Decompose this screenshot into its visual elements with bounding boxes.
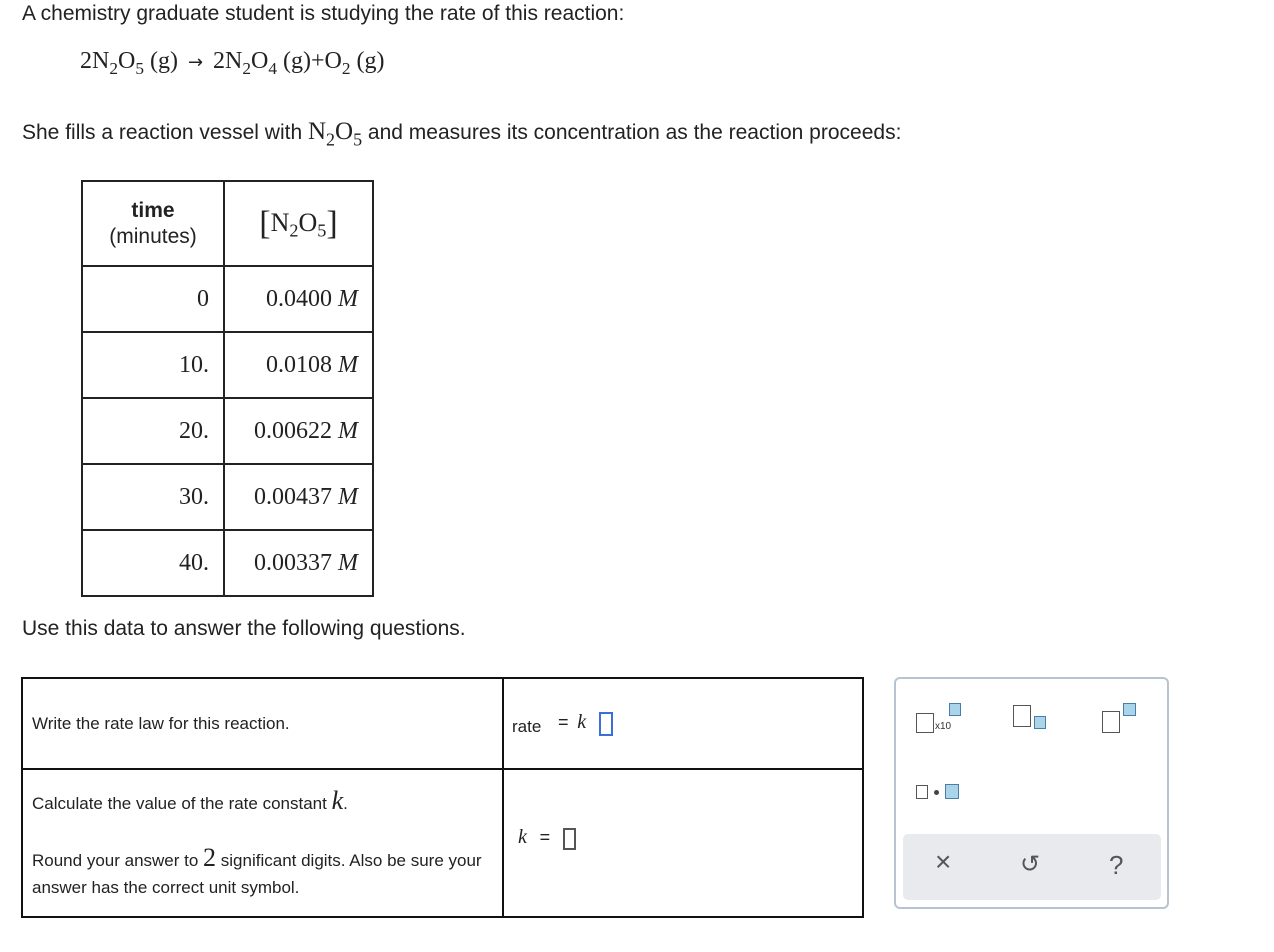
subscript-box-icon: [1034, 716, 1046, 729]
base-box-icon: [916, 713, 934, 733]
base-box-icon: [1013, 705, 1031, 727]
concentration-table: [81, 180, 374, 597]
dot-icon: [934, 790, 939, 795]
reaction-equation: $2N_2O_5$ $(g) \to 2N_2O_4$ $(g)+O_2$ (g): [80, 48, 385, 79]
rate-law-answer-cell: rate = k: [503, 678, 863, 769]
question-rate-constant-text: Calculate the value of the rate constant k. Round your answer to 2 significant digits. Also be sure your answer has the correct unit symbol.: [22, 769, 503, 917]
base-box-icon: [1102, 711, 1120, 733]
reaction-arrow: →: [187, 52, 204, 73]
time-cell: 10.: [82, 332, 224, 398]
concentration-cell: 0.0108 M: [224, 332, 373, 398]
rate-label: rate: [512, 717, 542, 737]
question-row-rate-law: [22, 678, 863, 769]
right-box-icon: [945, 784, 959, 799]
undo-icon[interactable]: ↺: [1020, 851, 1041, 878]
palette-actions-bar: [903, 834, 1161, 900]
multiply-dot-button[interactable]: [916, 783, 972, 805]
help-icon[interactable]: ?: [1109, 850, 1124, 880]
concentration-cell: 0.00337 M: [224, 530, 373, 596]
header-concentration: $[N_2O_5]$: [224, 181, 373, 266]
table-row: [82, 332, 373, 398]
exponent-box-icon: [949, 703, 961, 716]
question-rate-law-text: Write the rate law for this reaction.: [22, 678, 503, 769]
table-row: [82, 464, 373, 530]
superscript-box-icon: [1123, 703, 1136, 716]
concentration-cell: 0.00437 M: [224, 464, 373, 530]
time-cell: 30.: [82, 464, 224, 530]
fill-text: She fills a reaction vessel with $N_2O_5$ and measures its concentration as the reaction proceeds:: [22, 118, 902, 150]
concentration-cell: 0.00622 M: [224, 398, 373, 464]
question-table: [21, 677, 864, 918]
table-row: [82, 398, 373, 464]
use-data-text: Use this data to answer the following questions.: [22, 617, 466, 640]
question-row-rate-constant: [22, 769, 863, 917]
superscript-button[interactable]: [1102, 701, 1142, 735]
header-time: time (minutes): [82, 181, 224, 266]
rate-constant-input[interactable]: [563, 828, 576, 850]
concentration-cell: 0.0400 M: [224, 266, 373, 332]
time-cell: 20.: [82, 398, 224, 464]
time-cell: 0: [82, 266, 224, 332]
rate-constant-answer-cell: k =: [503, 769, 863, 917]
time-cell: 40.: [82, 530, 224, 596]
table-row: [82, 530, 373, 596]
intro-text: A chemistry graduate student is studying the rate of this reaction:: [22, 2, 625, 25]
math-palette: [894, 677, 1169, 909]
left-box-icon: [916, 785, 928, 799]
rate-law-input[interactable]: [599, 712, 613, 736]
table-row: [82, 266, 373, 332]
times-ten-button[interactable]: x10: [916, 701, 966, 735]
clear-icon[interactable]: ×: [935, 846, 952, 877]
subscript-button[interactable]: [1013, 705, 1053, 735]
